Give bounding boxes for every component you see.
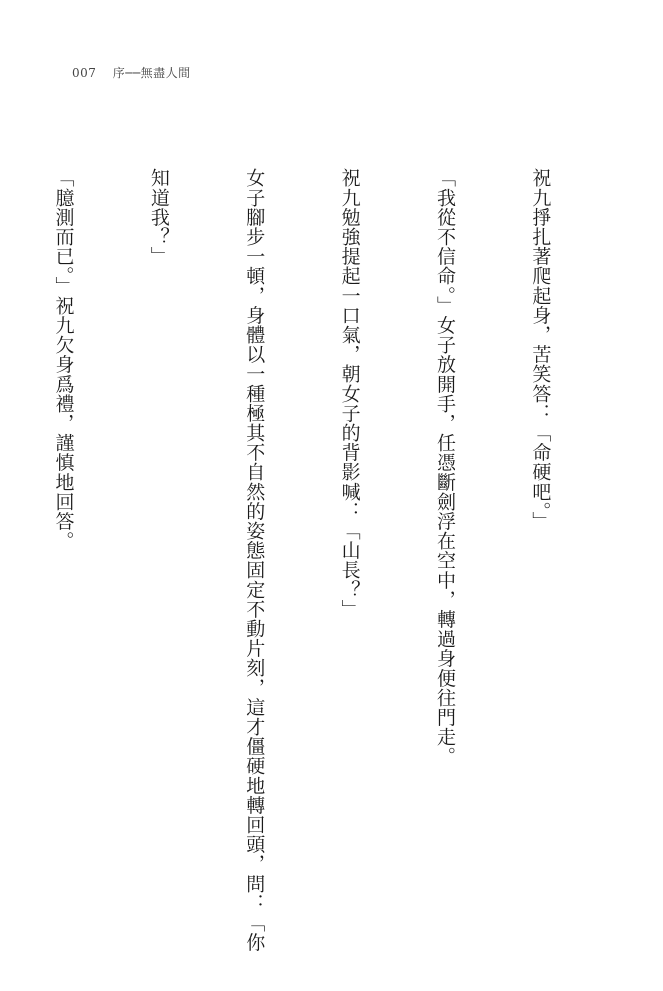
vertical-body-text (0, 168, 619, 952)
text-column: 知道我？」 (147, 168, 170, 266)
page-number: 007 (72, 66, 97, 80)
text-column: 祝九掙扎著爬起身，苦笑答：「命硬吧。」 (529, 168, 552, 531)
text-column: 祝九勉強提起一口氣，朝女子的背影喊：「山長？」 (338, 168, 361, 619)
running-header (72, 64, 191, 81)
text-column: 「我從不信命。」女子放開手，任憑斷劍浮在空中，轉過身便往門走。 (434, 168, 457, 767)
text-column: 「臆測而已。」祝九欠身爲禮，謹慎地回答。 (52, 168, 75, 551)
section-title: 序──無盡人間 (112, 66, 191, 80)
text-column: 女子腳步一頓，身體以一種極其不自然的姿態固定不動片刻，這才僵硬地轉回頭，問：「你 (243, 168, 266, 952)
